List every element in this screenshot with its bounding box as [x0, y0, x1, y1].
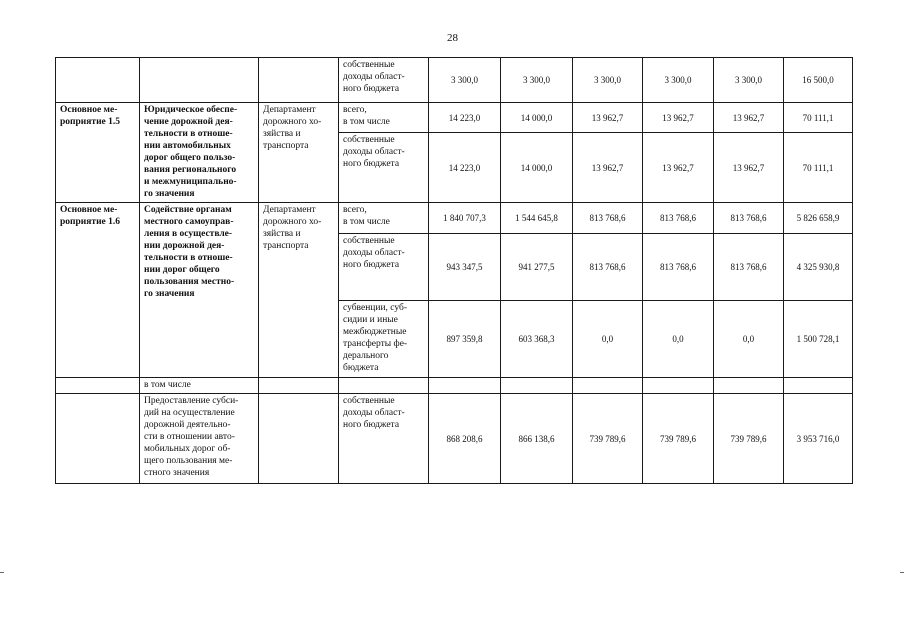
funding-source [339, 378, 429, 394]
measure-label-cell [56, 378, 140, 394]
total-value-cell: 5 826 658,9 [784, 203, 853, 234]
value-cell: 0,0 [714, 301, 784, 378]
funding-source: собственные доходы област- ного бюджета [339, 58, 429, 103]
value-cell: 813 768,6 [573, 234, 643, 301]
value-cell: 739 789,6 [714, 394, 784, 484]
total-value-cell: 70 111,1 [784, 103, 853, 133]
measure-label-cell [56, 394, 140, 484]
value-cell: 1 544 645,8 [501, 203, 573, 234]
value-cell: 813 768,6 [643, 203, 714, 234]
department-cell [259, 58, 339, 103]
value-cell: 3 300,0 [501, 58, 573, 103]
value-cell [573, 378, 643, 394]
total-value-cell: 16 500,0 [784, 58, 853, 103]
department: Департамент дорожного хо- зяйства и транспорта [259, 203, 339, 378]
table-row [56, 103, 853, 133]
measure-title: Предоставление субси- дий на осуществление дорожной деятельно- сти в отношении авто- мобильных дорог об- щего пользования ме- стного значения [140, 394, 259, 484]
value-cell: 13 962,7 [714, 103, 784, 133]
total-value-cell [784, 378, 853, 394]
measure-title: Юридическое обеспе- чение дорожной дея- тельности в отноше- нии автомобильных дорог общего пользо- вания регионального и межмуниципально- го значения [140, 103, 259, 203]
value-cell: 13 962,7 [643, 133, 714, 203]
total-value-cell: 1 500 728,1 [784, 301, 853, 378]
value-cell: 3 300,0 [714, 58, 784, 103]
measure-label-cell [56, 58, 140, 103]
funding-source: всего, в том числе [339, 103, 429, 133]
value-cell: 813 768,6 [643, 234, 714, 301]
funding-source: собственные доходы област- ного бюджета [339, 234, 429, 301]
measure-label: Основное ме- роприятие 1.5 [56, 103, 140, 203]
value-cell: 943 347,5 [429, 234, 501, 301]
value-cell: 1 840 707,3 [429, 203, 501, 234]
total-value-cell: 70 111,1 [784, 133, 853, 203]
scan-artifact [900, 572, 904, 573]
value-cell: 3 300,0 [429, 58, 501, 103]
total-value-cell: 3 953 716,0 [784, 394, 853, 484]
value-cell: 0,0 [643, 301, 714, 378]
value-cell: 739 789,6 [643, 394, 714, 484]
department: Департамент дорожного хо- зяйства и транспорта [259, 103, 339, 203]
measure-label: Основное ме- роприятие 1.6 [56, 203, 140, 378]
table-row [56, 378, 853, 394]
table-row [56, 394, 853, 484]
scan-artifact [0, 572, 4, 573]
budget-table [55, 57, 853, 484]
value-cell: 3 300,0 [643, 58, 714, 103]
table-row [56, 203, 853, 234]
value-cell: 813 768,6 [714, 234, 784, 301]
value-cell: 0,0 [573, 301, 643, 378]
measure-title: Содействие органам местного самоуправ- ления в осуществле- нии дорожной дея- тельности в отноше- нии дорог общего пользования местно- го значения [140, 203, 259, 378]
value-cell [429, 378, 501, 394]
page-number: 28 [447, 32, 458, 44]
value-cell: 14 223,0 [429, 133, 501, 203]
value-cell [501, 378, 573, 394]
value-cell: 14 000,0 [501, 133, 573, 203]
funding-source: собственные доходы област- ного бюджета [339, 394, 429, 484]
value-cell: 13 962,7 [573, 103, 643, 133]
value-cell: 3 300,0 [573, 58, 643, 103]
funding-source: субвенции, суб- сидии и иные межбюджетные трансферты фе- дерального бюджета [339, 301, 429, 378]
value-cell: 14 223,0 [429, 103, 501, 133]
total-value-cell: 4 325 930,8 [784, 234, 853, 301]
value-cell: 813 768,6 [573, 203, 643, 234]
value-cell: 897 359,8 [429, 301, 501, 378]
value-cell: 13 962,7 [714, 133, 784, 203]
value-cell: 866 138,6 [501, 394, 573, 484]
value-cell: 13 962,7 [643, 103, 714, 133]
funding-source: всего, в том числе [339, 203, 429, 234]
measure-title-cell [140, 58, 259, 103]
funding-source: собственные доходы област- ного бюджета [339, 133, 429, 203]
department-cell [259, 394, 339, 484]
value-cell: 603 368,3 [501, 301, 573, 378]
value-cell: 868 208,6 [429, 394, 501, 484]
table-row [56, 58, 853, 103]
value-cell: 941 277,5 [501, 234, 573, 301]
value-cell [714, 378, 784, 394]
value-cell: 813 768,6 [714, 203, 784, 234]
value-cell: 14 000,0 [501, 103, 573, 133]
including-label: в том числе [140, 378, 259, 394]
department-cell [259, 378, 339, 394]
value-cell: 739 789,6 [573, 394, 643, 484]
value-cell: 13 962,7 [573, 133, 643, 203]
value-cell [643, 378, 714, 394]
